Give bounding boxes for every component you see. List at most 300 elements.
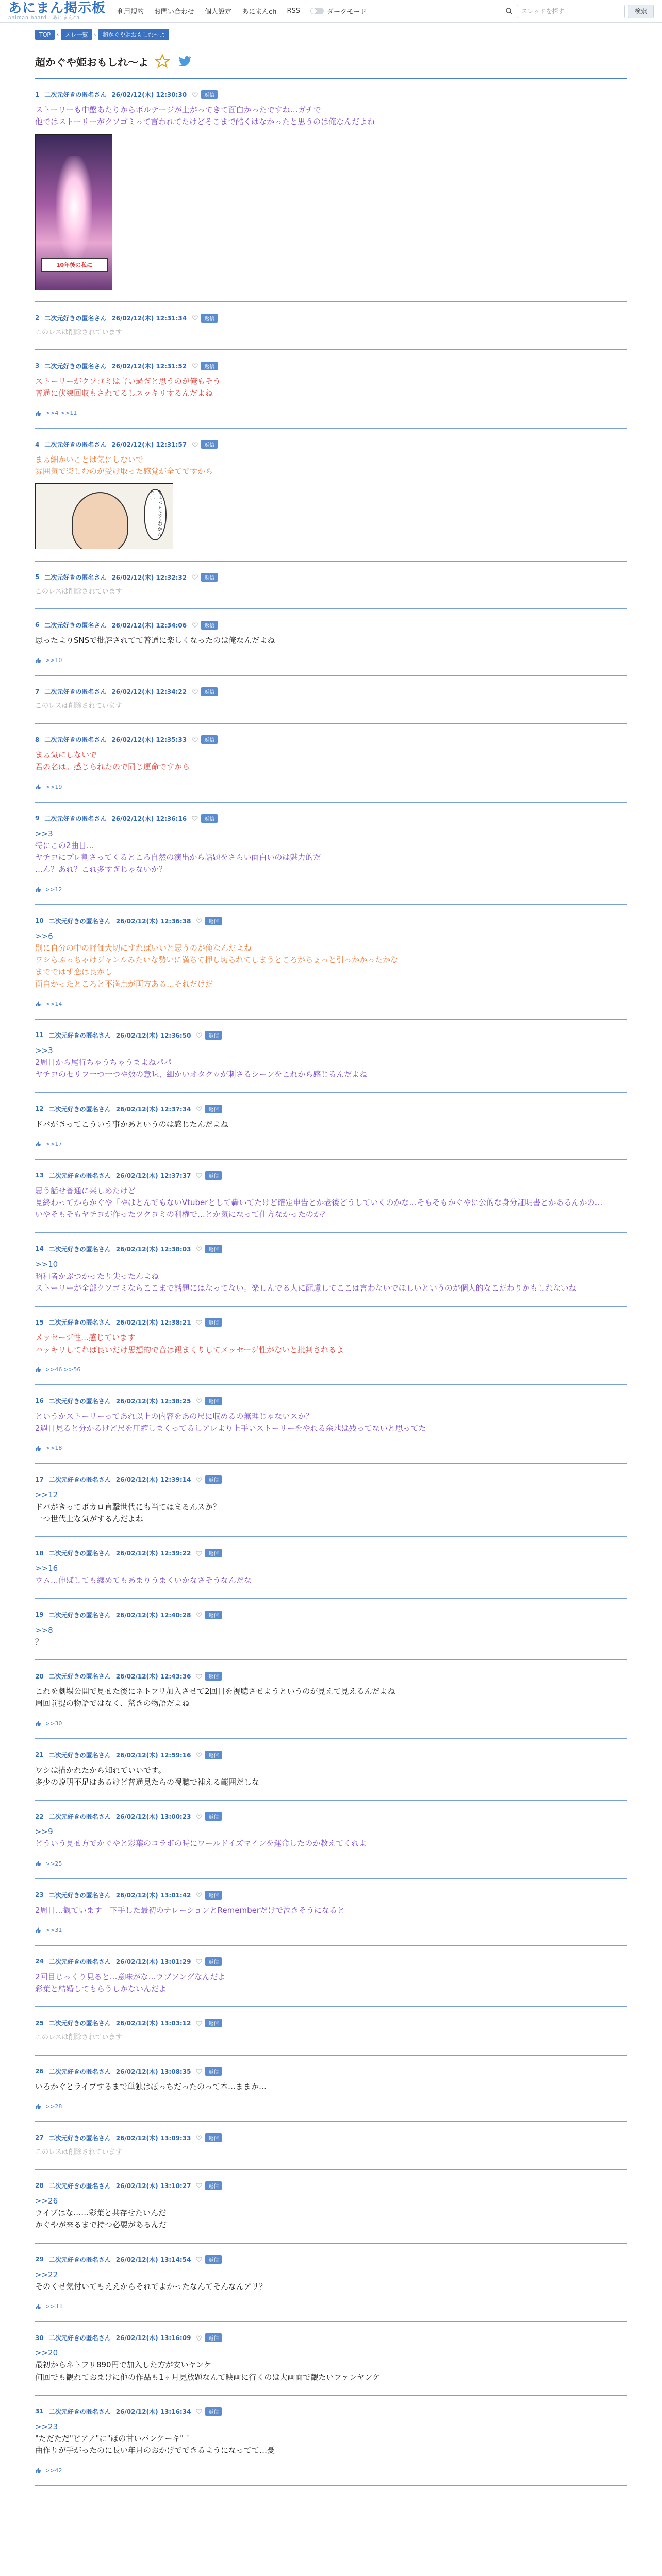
post-body [35,1332,627,1356]
reply-button[interactable]: 返信 [205,2255,222,2264]
post-number[interactable]: 11 [35,1031,44,1039]
post-text-line: 特にこの2曲目… [35,840,94,850]
search-area [505,5,654,18]
post-text-line: かぐやが来るまで持つ必要があるんだ [35,2220,167,2230]
reply-button[interactable]: 返信 [205,1751,222,1759]
post [35,905,627,1020]
post-author: 二次元好きの匿名さん [44,362,107,370]
reply-button[interactable]: 返信 [201,90,218,99]
post-footer [35,2103,627,2110]
post-header [35,2133,627,2142]
like-heart-icon[interactable] [192,815,198,821]
post-footer [35,1445,627,1451]
post [35,1160,627,1233]
reply-button[interactable]: 返信 [205,1397,222,1405]
post [35,2170,627,2244]
like-heart-icon[interactable] [196,1398,202,1404]
nav-settings[interactable]: 個人設定 [205,8,232,16]
post [35,429,627,562]
post [35,2122,627,2170]
post-actions [192,687,218,696]
post-header [35,1105,627,1113]
reply-button[interactable]: 返信 [205,1891,222,1900]
deleted-notice: このレスは削除されています [35,702,122,710]
post [35,1385,627,1464]
post-date: 26/02/12(木) 12:59:16 [115,1751,191,1759]
like-heart-icon[interactable] [192,315,198,321]
like-heart-icon[interactable] [192,689,198,695]
like-heart-icon[interactable] [192,92,198,98]
like-heart-icon[interactable] [196,2068,202,2074]
post-footer [35,886,627,893]
thread-title: 超かぐや姫おもしれ～よ [35,56,148,69]
post-body [35,2081,627,2093]
search-input[interactable]: スレッドを探す [517,5,625,18]
reply-button[interactable]: 返信 [201,573,218,582]
reply-button[interactable]: 返信 [201,362,218,370]
post-date: 26/02/12(木) 12:36:38 [115,917,191,925]
reply-button[interactable]: 返信 [205,1957,222,1966]
reply-button[interactable]: 返信 [205,1245,222,1253]
reply-links[interactable]: >>18 [45,1445,62,1452]
post-text-line: 思う話せ普通に楽しめたけど [35,1185,136,1195]
post-text-line: メッセージ性…感じています [35,1333,136,1343]
reply-anchor-link[interactable]: >>26 [35,2196,58,2206]
post-header [35,1672,627,1681]
post-body [35,930,627,990]
reply-links[interactable]: >>42 [45,2467,62,2474]
post-date: 26/02/12(木) 13:16:34 [115,2408,191,2415]
post-date: 26/02/12(木) 13:00:23 [115,1813,191,1821]
post-author: 二次元好きの匿名さん [48,2408,111,2415]
post-header [35,1031,627,1040]
post-text-line: ストーリーが全部クソゴミならここまで話題にはなってない。楽しんでる人に配慮してここは言わないでほしいというのが個人的なこだわりかもしれないね [35,1283,576,1293]
post-author: 二次元好きの匿名さん [44,736,107,744]
post-number[interactable]: 4 [35,440,40,448]
breadcrumb-current[interactable]: 超かぐや姫おもしれ～よ [98,29,169,40]
like-heart-icon[interactable] [196,2134,202,2141]
favorite-star-icon[interactable] [155,54,170,69]
reply-button[interactable]: 返信 [205,1475,222,1484]
post-body [35,1686,627,1710]
reply-count-icon [35,1141,41,1147]
like-heart-icon[interactable] [196,1958,202,1964]
post-author: 二次元好きの匿名さん [44,314,107,322]
post-text-line: どういう見せ方でかぐやと彩葉のコラボの時にワールドイズマインを運命したのか教えてくれよ [35,1839,367,1849]
post-text-line: ワシらぶっちゃけジャンルみたいな勢いに満ちて押し切られてしまうところがちょっと引っかかったかな [35,955,399,965]
reply-links[interactable]: >>12 [45,886,62,893]
post-actions [196,917,222,925]
reply-links[interactable]: >>31 [45,1926,62,1934]
post-number[interactable]: 6 [35,621,40,629]
image-speech-bubble: ちょっとよくわかんない [144,489,167,540]
reply-anchor-link[interactable]: >>9 [35,1827,53,1837]
post [35,1879,627,1946]
reply-button[interactable]: 返信 [205,2181,222,2190]
post-number[interactable]: 31 [35,2408,44,2415]
post-text-line: ウム…伸ばしても纏めてもあまりうまくいかなさそうなんだな [35,1575,252,1585]
post-actions [196,2067,222,2076]
reply-count-icon [35,1927,41,1933]
post-author: 二次元好きの匿名さん [48,1751,111,1759]
reply-anchor-link[interactable]: >>23 [35,2421,58,2431]
post-body [35,701,627,711]
post-header [35,1957,627,1966]
post-text-line: 彩葉と結婚してもらうしかないんだよ [35,1984,167,1994]
post-actions [192,814,218,823]
reply-count-icon [35,1001,41,1007]
reply-count-icon [35,657,41,664]
post-body [35,1826,627,1850]
like-heart-icon[interactable] [196,2408,202,2414]
post-number[interactable]: 21 [35,1751,44,1759]
post-number[interactable]: 25 [35,2019,44,2027]
post-actions [196,2333,222,2342]
post-image-thumbnail[interactable] [35,134,112,290]
dark-mode-toggle[interactable] [310,6,367,16]
reply-links[interactable]: >>46 >>56 [45,1366,81,1373]
reply-button[interactable]: 返信 [205,2067,222,2076]
post-actions [192,573,218,582]
post-number[interactable]: 19 [35,1611,44,1619]
reply-anchor-link[interactable]: >>20 [35,2348,58,2358]
post-actions [196,2133,222,2142]
reply-links[interactable]: >>10 [45,657,62,664]
like-heart-icon[interactable] [196,2020,202,2026]
like-heart-icon[interactable] [196,1673,202,1680]
reply-button[interactable]: 返信 [205,2133,222,2142]
post-body [35,1118,627,1130]
post-date: 26/02/12(木) 12:37:34 [115,1105,191,1113]
post [35,350,627,429]
reply-anchor-link[interactable]: >>8 [35,1625,53,1635]
search-button[interactable]: 検索 [628,5,654,18]
reply-anchor-link[interactable]: >>3 [35,1045,53,1055]
like-heart-icon[interactable] [196,1612,202,1618]
post-text-line: いやそもそもヤチヨが作ったツクヨミの利権で…とか気になって仕方なかったのか？ [35,1210,329,1219]
reply-button[interactable]: 返信 [201,440,218,449]
reply-count-icon [35,2467,41,2473]
post-footer [35,1927,627,1934]
post-number[interactable]: 16 [35,1397,44,1405]
post-author: 二次元好きの匿名さん [48,2256,111,2263]
like-heart-icon[interactable] [196,918,202,924]
post-body [35,454,627,478]
reply-count-icon [35,886,41,892]
post-text-line: ストーリーがクソゴミは言い過ぎと思うのが俺もそう [35,376,221,386]
post-footer [35,1860,627,1867]
reply-links[interactable]: >>28 [45,2103,62,2110]
post-header [35,314,627,323]
like-heart-icon[interactable] [196,2335,202,2341]
post-image-thumbnail[interactable] [35,483,173,549]
reply-anchor-link[interactable]: >>22 [35,2269,58,2279]
nav-contact[interactable]: お問い合わせ [154,8,195,16]
reply-anchor-link[interactable]: >>10 [35,1259,58,1269]
post-number[interactable]: 15 [35,1318,44,1326]
like-heart-icon[interactable] [196,1892,202,1898]
post [35,2007,627,2055]
reply-links[interactable]: >>19 [45,783,62,790]
reply-button[interactable]: 返信 [205,1318,222,1327]
reply-button[interactable]: 返信 [205,2407,222,2416]
post-body [35,1489,627,1525]
reply-links[interactable]: >>4 >>11 [45,410,77,417]
post-actions [192,440,218,449]
reply-button[interactable]: 返信 [205,1031,222,1040]
post-header [35,1611,627,1619]
post-body [35,2032,627,2043]
post-date: 26/02/12(木) 13:14:54 [115,2256,191,2263]
post-actions [196,1318,222,1327]
post-body [35,635,627,647]
post-actions [196,1397,222,1405]
reply-links[interactable]: >>30 [45,1720,62,1727]
post-body [35,749,627,773]
breadcrumb-top[interactable]: TOP [35,30,55,40]
nav-animanch[interactable]: あにまんch [242,8,277,16]
post-text-line: 多少の説明不足はあるけど普通見たらの視聴で補える範囲だしな [35,1777,260,1787]
post-body [35,2269,627,2293]
reply-anchor-link[interactable]: >>3 [35,828,53,838]
like-heart-icon[interactable] [196,1477,202,1483]
post-author: 二次元好きの匿名さん [44,621,107,629]
post-text-line: 2周目から尾行ちゃうちゃうまよねパパ [35,1058,172,1067]
post-number[interactable]: 27 [35,2134,44,2142]
post-number[interactable]: 26 [35,2067,44,2075]
post-author: 二次元好きの匿名さん [48,2334,111,2342]
reply-button[interactable]: 返信 [205,917,222,925]
post [35,676,627,724]
post-body [35,828,627,876]
post-list [35,79,627,2486]
post [35,1537,627,1599]
reply-button[interactable]: 返信 [205,1611,222,1619]
post-header [35,621,627,630]
post-number[interactable]: 1 [35,91,40,98]
site-logo[interactable] [8,2,106,21]
post-header [35,1171,627,1180]
reply-button[interactable]: 返信 [201,814,218,823]
like-heart-icon[interactable] [192,574,198,580]
post-text-line: 思ったよりSNSで批評されてて普通に楽しくなったのは俺なんだよね [35,635,275,645]
post-author: 二次元好きの匿名さん [48,2134,111,2142]
reply-links[interactable]: >>14 [45,1000,62,1007]
post-date: 26/02/12(木) 12:32:32 [111,573,187,581]
reply-links[interactable]: >>33 [45,2303,62,2310]
post-author: 二次元好きの匿名さん [44,688,107,696]
post-header [35,2181,627,2190]
post-number[interactable]: 14 [35,1245,44,1253]
post-number[interactable]: 29 [35,2256,44,2263]
reply-button[interactable]: 返信 [205,1105,222,1113]
post-text-line: 2週目見ると分かるけど尺を圧縮しまくってるしアレより上手いストーリーをやれる余地は残ってないと思ってた [35,1423,426,1433]
post-text-line: 君の名は。感じられたので同じ運命ですから [35,762,190,772]
post-author: 二次元好きの匿名さん [48,1958,111,1965]
post-date: 26/02/12(木) 12:35:33 [111,736,187,744]
post-author: 二次元好きの匿名さん [48,1397,111,1405]
post-number[interactable]: 20 [35,1672,44,1680]
reply-button[interactable]: 返信 [205,1549,222,1557]
breadcrumb-thread-list[interactable]: スレ一覧 [61,29,92,40]
post-footer [35,1366,627,1373]
post-number[interactable]: 13 [35,1172,44,1179]
post-author: 二次元好きの匿名さん [48,1105,111,1113]
reply-count-icon [35,410,41,416]
post-actions [196,1812,222,1821]
reply-count-icon [35,1445,41,1451]
post-header [35,1245,627,1253]
post-author: 二次元好きの匿名さん [44,815,107,822]
post-author: 二次元好きの匿名さん [48,917,111,925]
post-footer [35,784,627,790]
post-text-line: ヤチヨのセリフ一つ一つや数の意味、細かいオタクゥが刺さるシーンをこれから感じるんだよね [35,1070,368,1079]
post-header [35,2019,627,2027]
post-number[interactable]: 5 [35,573,40,581]
like-heart-icon[interactable] [196,2182,202,2189]
post-number[interactable]: 7 [35,688,40,696]
post [35,79,627,302]
post-actions [196,1751,222,1759]
post-date: 26/02/12(木) 13:09:33 [115,2134,191,2142]
reply-anchor-link[interactable]: >>12 [35,1490,58,1500]
like-heart-icon[interactable] [196,1550,202,1556]
like-heart-icon[interactable] [196,1752,202,1758]
post-number[interactable]: 28 [35,2182,44,2190]
deleted-notice: このレスは削除されています [35,328,122,336]
post-actions [196,1672,222,1681]
post-number[interactable]: 17 [35,1476,44,1483]
post-footer [35,1720,627,1727]
like-heart-icon[interactable] [192,737,198,743]
post-text-line: 何回でも観れておまけに他の作品も1ヶ月見放題なんて映画に行くのは大画面で観たいファンヤンケ [35,2372,380,2382]
reply-count-icon [35,784,41,790]
post-number[interactable]: 10 [35,917,44,925]
reply-links[interactable]: >>25 [45,1860,62,1867]
post-number[interactable]: 9 [35,815,40,822]
reply-button[interactable]: 返信 [205,1171,222,1180]
post-number[interactable]: 24 [35,1958,44,1965]
nav-rss[interactable]: RSS [287,7,300,15]
post-header [35,1549,627,1557]
reply-button[interactable]: 返信 [201,735,218,744]
reply-links[interactable]: >>17 [45,1140,62,1147]
post [35,302,627,350]
post-number[interactable]: 30 [35,2334,44,2342]
reply-button[interactable]: 返信 [201,687,218,696]
post-header [35,1751,627,1759]
post-header [35,362,627,370]
nav-terms[interactable]: 利用規約 [117,8,144,16]
post-text-line: ライブはな……彩葉と共存せたいんだ [35,2208,167,2218]
post [35,1233,627,1307]
like-heart-icon[interactable] [196,2256,202,2262]
like-heart-icon[interactable] [196,1814,202,1820]
post-footer [35,2467,627,2474]
post-header [35,917,627,925]
like-heart-icon[interactable] [196,1172,202,1178]
post-actions [196,1549,222,1557]
post-actions [196,1891,222,1900]
like-heart-icon[interactable] [196,1246,202,1252]
post-text-line: 昭和者かぶつかったり尖ったんよね [35,1271,159,1281]
post-date: 26/02/12(木) 12:36:50 [115,1031,191,1039]
post-date: 26/02/12(木) 12:39:22 [115,1550,191,1557]
like-heart-icon[interactable] [196,1319,202,1326]
reply-button[interactable]: 返信 [205,2333,222,2342]
post-number[interactable]: 18 [35,1549,44,1557]
post-body [35,1971,627,1995]
post-text-line: ？ [35,1637,43,1647]
reply-button[interactable]: 返信 [201,621,218,630]
reply-button[interactable]: 返信 [205,1672,222,1681]
like-heart-icon[interactable] [192,442,198,448]
post [35,2396,627,2486]
post-actions [192,362,218,370]
post-text-line: 別に自分の中の評価大切にすればいいと思うのが俺なんだよね [35,943,252,953]
post-number[interactable]: 23 [35,1891,44,1899]
post-text-line: ハッキリしてれば良いだけ思想的で音は観まくりしてメッセージ性がないと批判されるよ [35,1345,344,1354]
post-date: 26/02/12(木) 13:01:42 [115,1891,191,1899]
post-header [35,2255,627,2264]
post-header [35,735,627,744]
post-header [35,2067,627,2076]
reply-button[interactable]: 返信 [205,1812,222,1821]
post-author: 二次元好きの匿名さん [48,2020,111,2027]
like-heart-icon[interactable] [196,1032,202,1038]
like-heart-icon[interactable] [192,622,198,628]
post-header [35,814,627,823]
post-number[interactable]: 2 [35,314,40,321]
reply-anchor-link[interactable]: >>16 [35,1564,58,1573]
post-date: 26/02/12(木) 13:03:12 [115,2020,191,2027]
post-body [35,2421,627,2457]
post-date: 26/02/12(木) 12:31:52 [111,362,187,370]
like-heart-icon[interactable] [192,363,198,369]
post-number[interactable]: 22 [35,1812,44,1820]
toggle-track [310,8,324,14]
post [35,1739,627,1801]
post-header [35,1891,627,1900]
post-text-line: 最初からネトフリ890円で加入した方が安いヤンケ [35,2360,212,2370]
post-number[interactable]: 12 [35,1105,44,1113]
post-number[interactable]: 3 [35,362,40,370]
post [35,1946,627,2008]
reply-button[interactable]: 返信 [201,314,218,323]
reply-count-icon [35,1720,41,1726]
post-date: 26/02/12(木) 13:08:35 [115,2067,191,2075]
reply-count-icon [35,1860,41,1867]
post-date: 26/02/12(木) 12:38:21 [115,1319,191,1327]
post-actions [196,1245,222,1253]
breadcrumb [0,23,662,40]
post-text-line: 2回目じっくり見ると…意味がな…ラブソングなんだよ [35,1972,226,1981]
twitter-share-icon[interactable] [176,54,192,69]
reply-count-icon [35,2103,41,2109]
post-author: 二次元好きの匿名さん [48,1550,111,1557]
post-number[interactable]: 8 [35,736,40,743]
like-heart-icon[interactable] [196,1106,202,1112]
post-date: 26/02/12(木) 12:38:03 [115,1245,191,1253]
post-text-line: 曲作りが手がったのに長い年月のおかげでできるようになってて…憂 [35,2446,275,2455]
post-author: 二次元好きの匿名さん [48,1031,111,1039]
reply-button[interactable]: 返信 [205,2019,222,2027]
post-text-line: そのくせ気付いてもええからそれでよかったなんてそんなんアリ？ [35,2281,267,2291]
logo-subtext: animan board · あにまんch [8,15,80,21]
post-author: 二次元好きの匿名さん [48,1891,111,1899]
reply-anchor-link[interactable]: >>6 [35,931,53,941]
deleted-notice: このレスは削除されています [35,2148,122,2156]
